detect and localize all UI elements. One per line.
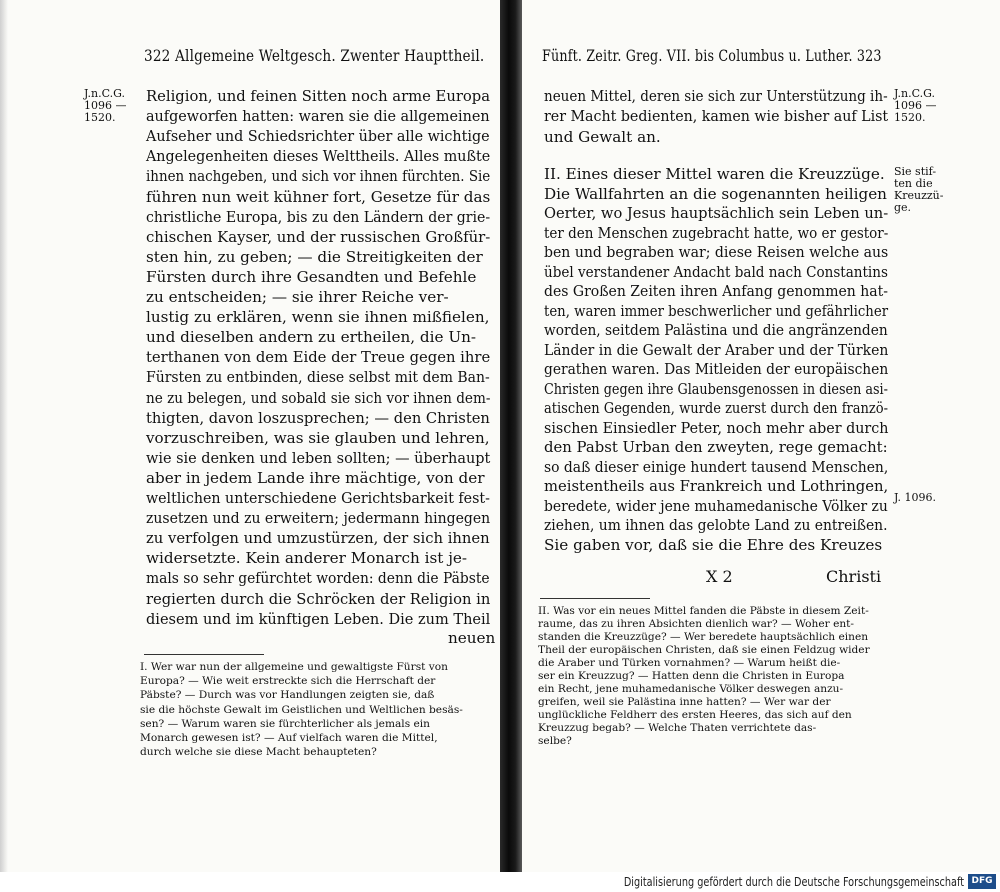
footnote-line: unglückliche Feldherr des ersten Heeres, das sich auf den — [538, 709, 852, 721]
text-line: regierten durch die Schröcken der Religion in — [146, 589, 491, 608]
signature-mark: X 2 — [706, 567, 733, 586]
book-gutter — [500, 0, 522, 872]
left-margin-note: J.n.C.G. 1096 — 1520. — [84, 87, 127, 124]
text-line: Länder in die Gewalt der Araber und der Türken — [544, 340, 889, 359]
text-line: ziehen, um ihnen das gelobte Land zu entreißen. — [544, 516, 888, 534]
footnote-line: Päbste? — Durch was vor Handlungen zeigten sie, daß — [140, 689, 435, 702]
footnote-line: ein Recht, jene muhamedanische Völker deswegen anzu- — [538, 683, 844, 695]
text-line: wie sie denken und leben sollten; — überhaupt — [146, 448, 491, 467]
text-line: aber in jedem Lande ihre mächtige, von der — [146, 468, 485, 487]
text-line: gerathen waren. Das Mitleiden der europäischen — [544, 360, 889, 378]
text-line: aufgeworfen hatten: waren sie die allgemeinen — [146, 107, 490, 126]
text-line: und dieselben andern zu ertheilen, die Un- — [146, 328, 477, 347]
text-line: des Großen Zeiten ihren Anfang genommen hat- — [544, 282, 888, 300]
text-line: thigten, davon loszusprechen; — den Christen — [146, 408, 490, 427]
text-line: ter den Menschen zugebracht hatte, wo er gestor- — [544, 223, 889, 242]
text-line: zusetzen und zu erweitern; jedermann hingegen — [146, 509, 491, 528]
text-line: weltlichen unterschiedene Gerichtsbarkeit fest- — [146, 489, 490, 507]
footnote-line: durch welche sie diese Macht behaupteten? — [140, 746, 377, 759]
text-line: diesem und im künftigen Leben. Die zum Theil — [146, 609, 491, 628]
text-line: widersetzte. Kein anderer Monarch ist je- — [146, 549, 468, 568]
footnote-line: greifen, weil sie Palästina inne hatten? — Wer war der — [538, 696, 831, 708]
text-line: ben und begraben war; diese Reisen welche aus — [544, 243, 889, 261]
left-running-head: 322 Allgemeine Weltgesch. Zwenter Haupttheil. — [144, 46, 485, 65]
text-line: ne zu belegen, und sobald sie sich vor ihnen dem- — [146, 388, 491, 407]
text-line: Aufseher und Schiedsrichter über alle wichtige — [146, 127, 490, 146]
text-line: sischen Einsiedler Peter, noch mehr aber durch — [544, 418, 889, 437]
text-line: den Pabst Urban den zweyten, rege gemacht: — [544, 438, 888, 456]
footnote-line: ser ein Kreuzzug? — Hatten denn die Christen in Europa — [538, 670, 845, 682]
text-line: mals so sehr gefürchtet worden: denn die Päbste — [146, 569, 490, 588]
dfg-logo: DFG — [968, 874, 996, 889]
digitization-credit: Digitalisierung gefördert durch die Deutsche Forschungsgemeinschaft — [623, 875, 964, 889]
text-line: Oerter, wo Jesus hauptsächlich sein Leben un- — [544, 204, 889, 222]
text-line: Sie gaben vor, daß sie die Ehre des Kreuzes — [544, 535, 883, 554]
text-line: chischen Kayser, und der russischen Großfür- — [146, 227, 491, 246]
text-line: christliche Europa, bis zu den Ländern der grie- — [146, 207, 491, 226]
footnote-line: I. Wer war nun der allgemeine und gewaltigste Fürst von — [140, 661, 448, 673]
text-line: sten hin, zu geben; — die Streitigkeiten der — [146, 247, 483, 266]
right-running-head: Fünft. Zeitr. Greg. VII. bis Columbus u. Luther. 323 — [542, 46, 882, 65]
right-catchword: Christi — [826, 567, 882, 586]
text-line: terthanen von dem Eide der Treue gegen ihre — [146, 348, 491, 367]
footnote-line: selbe? — [538, 735, 572, 747]
text-line: ten, waren immer beschwerlicher und gefährlicher — [544, 301, 889, 320]
text-line: worden, seitdem Palästina und die angränzenden — [544, 321, 888, 339]
footnote-line: Monarch gewesen ist? — Auf vielfach waren die Mittel, — [140, 732, 438, 744]
right-footnote-rule — [540, 598, 650, 599]
footnote-line: die Araber und Türken vornahmen? — Warum heißt die- — [538, 657, 841, 669]
text-line: vorzuschreiben, was sie glauben und lehren, — [146, 428, 490, 447]
text-line: neuen Mittel, deren sie sich zur Unterstützung ih- — [544, 87, 888, 105]
text-line: und Gewalt an. — [544, 127, 661, 146]
text-line: lustig zu erklären, wenn sie ihnen mißfielen, — [146, 308, 490, 327]
footnote-line: raume, das zu ihren Absichten dienlich war? — Woher ent- — [538, 618, 855, 630]
text-line: atischen Gegenden, wurde zuerst durch den franzö- — [544, 399, 889, 417]
text-line: zu entscheiden; — sie ihrer Reiche ver- — [146, 288, 449, 306]
text-line: Fürsten zu entbinden, diese selbst mit dem Ban- — [146, 368, 490, 387]
text-line: meistentheils aus Frankreich und Lothringen, — [544, 477, 889, 495]
text-line: zu verfolgen und umzustürzen, der sich ihnen — [146, 529, 490, 548]
right-margin-note-dates: J.n.C.G. 1096 — 1520. — [894, 87, 937, 124]
text-line: ihnen nachgeben, und sich vor ihnen fürchten. Sie — [146, 167, 491, 186]
text-line: beredete, wider jene muhamedanische Völker zu — [544, 496, 888, 515]
page-edge-shadow — [0, 0, 8, 872]
left-catchword: neuen — [448, 629, 496, 647]
text-line: so daß dieser einige hundert tausend Menschen, — [544, 457, 889, 476]
text-line: übel verstandener Andacht bald nach Constantins — [544, 262, 888, 281]
footnote-line: sen? — Warum waren sie fürchterlicher als jemals ein — [140, 717, 430, 730]
footnote-line: standen die Kreuzzüge? — Wer beredete hauptsächlich einen — [538, 631, 869, 643]
text-line: II. Eines dieser Mittel waren die Kreuzzüge. — [544, 165, 885, 183]
footnote-line: Theil der europäischen Christen, daß sie einen Feldzug wider — [538, 644, 870, 656]
right-margin-note-year: J. 1096. — [894, 491, 937, 504]
right-margin-note-topic: Sie stif- ten die Kreuzzü- ge. — [894, 165, 944, 214]
footnote-line: Europa? — Wie weit erstreckte sich die Herrschaft der — [140, 675, 436, 688]
text-line: Religion, und feinen Sitten noch arme Europa — [146, 87, 491, 105]
text-line: führen nun weit kühner fort, Gesetze für das — [146, 187, 491, 206]
footnote-line: II. Was vor ein neues Mittel fanden die Päbste in diesem Zeit- — [538, 605, 869, 617]
text-line: Fürsten durch ihre Gesandten und Befehle — [146, 267, 477, 286]
text-line: Christen gegen ihre Glaubensgenossen in diesen asi- — [544, 379, 888, 398]
text-line: Die Wallfahrten an die sogenannten heiligen — [544, 184, 887, 203]
footnote-line: Kreuzzug begab? — Welche Thaten verrichtete das- — [538, 722, 817, 734]
footnote-line: sie die höchste Gewalt im Geistlichen und Weltlichen besäs- — [140, 703, 463, 716]
text-line: rer Macht bedienten, kamen wie bisher auf List — [544, 107, 889, 126]
left-footnote-rule — [144, 654, 264, 655]
text-line: Angelegenheiten dieses Welttheils. Alles mußte — [146, 147, 491, 166]
